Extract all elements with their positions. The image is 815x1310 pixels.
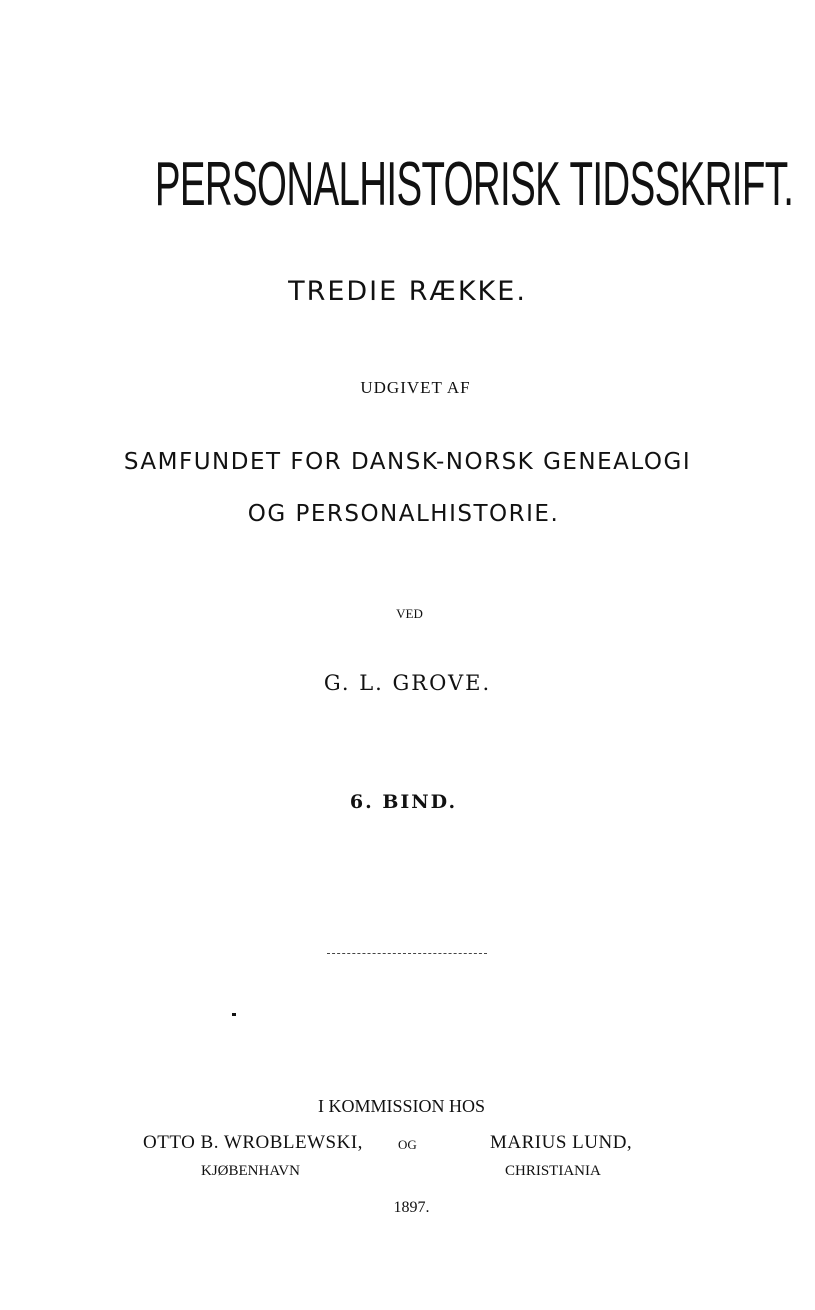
editor-name: G. L. GROVE. bbox=[323, 671, 492, 695]
ved-label: VED bbox=[396, 606, 423, 621]
society-name-line-1: SAMFUNDET FOR DANSK-NORSK GENEALOGI bbox=[123, 449, 692, 475]
publisher-left: OTTO B. WROBLEWSKI, bbox=[143, 1132, 363, 1153]
society-name-line-2: OG PERSONALHISTORIE. bbox=[247, 501, 560, 527]
main-title: PERSONALHISTORISK TIDSSKRIFT. bbox=[154, 150, 794, 219]
publisher-conjunction: OG bbox=[398, 1137, 417, 1152]
publisher-city-left: KJØBENHAVN bbox=[201, 1163, 300, 1179]
published-by-label: UDGIVET AF bbox=[360, 378, 471, 397]
publisher-right: MARIUS LUND, bbox=[490, 1132, 633, 1153]
publication-year: 1897. bbox=[393, 1199, 430, 1216]
volume-label: 6. BIND. bbox=[349, 791, 458, 813]
publisher-city-right: CHRISTIANIA bbox=[505, 1163, 601, 1179]
series-title: TREDIE RÆKKE. bbox=[288, 276, 527, 307]
print-speck bbox=[232, 1013, 236, 1016]
decorative-rule bbox=[327, 953, 487, 954]
commission-label: I KOMMISSION HOS bbox=[317, 1096, 486, 1116]
